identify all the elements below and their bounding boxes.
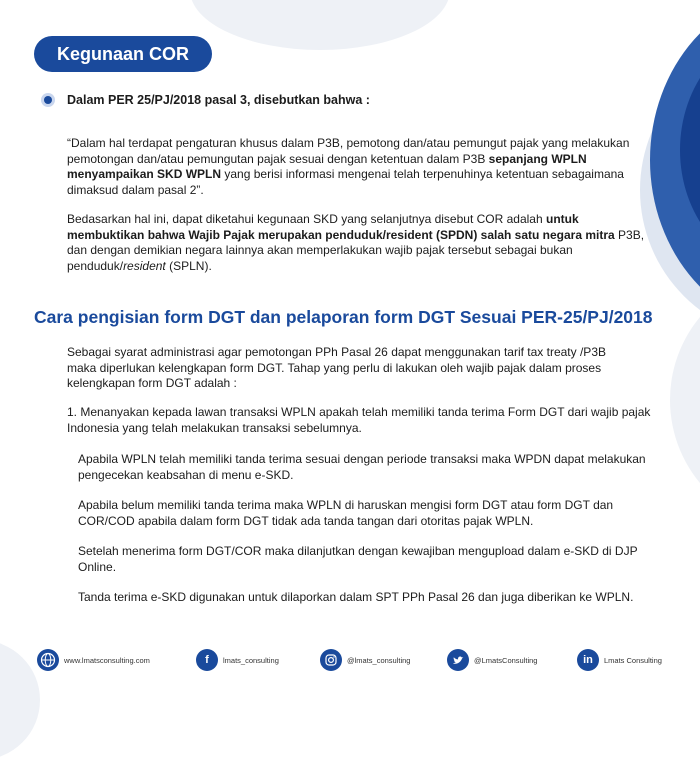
footer-instagram[interactable] [320, 643, 410, 677]
section-heading: Cara pengisian form DGT dan pelaporan form DGT Sesuai PER-25/PJ/2018 [34, 307, 653, 327]
explanation-text-italic: resident [123, 258, 166, 273]
sub-paragraph-2: Apabila belum memiliki tanda terima maka WPLN di haruskan mengisi form DGT atau form DGT dan COR/COD apabila dalam form DGT tidak ada tanda tangan dari otoritas pajak WPLN. [78, 498, 614, 528]
explanation-text-2: P3B, dan dengan demikian negara lainnya akan memperlakukan wajib pajak tersebut sebagai bukan penduduk/ [67, 227, 645, 273]
twitter-icon [447, 649, 469, 671]
quote-text-1: “Dalam hal terdapat pengaturan khusus dalam P3B, pemotong dan/atau pemungut pajak yang melakukan pemotongan dan/atau pemungutan pajak sesuai dengan ketentuan dalam P3B [67, 136, 630, 166]
footer-website[interactable] [37, 643, 150, 677]
quote-text-bold: sepanjang WPLN menyampaikan SKD WPLN [67, 151, 587, 181]
section-intro: Sebagai syarat administrasi agar pemotongan PPh Pasal 26 dapat menggunakan tarif tax treaty /P3B maka diperlukan kelengkapan form DGT. Tahap yang perlu di lakukan oleh wajib pajak dalam proses kelengkapan form DGT adalah : [67, 345, 606, 390]
instagram-icon [320, 649, 342, 671]
explanation-text-bold: untuk membuktikan bahwa Wajib Pajak merupakan penduduk/resident (SPDN) salah satu negara mitra [67, 212, 615, 242]
intro-text: Dalam PER 25/PJ/2018 pasal 3, disebutkan bahwa : [67, 93, 370, 107]
footer [0, 643, 700, 677]
explanation-text-1: Bedasarkan hal ini, dapat diketahui kegunaan SKD yang selanjutnya disebut COR adalah [67, 212, 546, 226]
explanation-paragraph [67, 212, 647, 274]
footer-twitter[interactable] [447, 643, 537, 677]
bullet-icon [44, 96, 52, 104]
list-item-step-1: 1. Menanyakan kepada lawan transaksi WPLN apakah telah memiliki tanda terima Form DGT dari wajib pajak Indonesia yang telah melakukan transaksi sebelumnya. [67, 405, 651, 435]
quote-paragraph [67, 136, 647, 198]
linkedin-icon: in [577, 649, 599, 671]
explanation-text-3: (SPLN). [165, 258, 212, 273]
website-link[interactable]: www.lmatsconsulting.com [64, 655, 150, 665]
facebook-icon: f [196, 649, 218, 671]
facebook-handle[interactable]: lmats_consulting [223, 655, 279, 665]
decor-circle-right [670, 270, 700, 530]
twitter-handle[interactable]: @LmatsConsulting [474, 655, 538, 665]
quote-text-2: yang berisi informasi mengenai telah terpenuhinya ketentuan sebagaimana dimaksud dalam pasal 2”. [67, 167, 624, 197]
sub-paragraph-4: Tanda terima e-SKD digunakan untuk dilaporkan dalam SPT PPh Pasal 26 dan juga diberikan ke WPLN. [78, 590, 634, 604]
sub-paragraph-3: Setelah menerima form DGT/COR maka dilanjutkan dengan kewajiban mengupload dalam e-SKD di DJP Online. [78, 544, 638, 574]
globe-icon [37, 649, 59, 671]
section-badge: Kegunaan COR [34, 36, 212, 72]
linkedin-handle[interactable]: Lmats Consulting [604, 655, 662, 665]
footer-facebook[interactable] [196, 643, 279, 677]
footer-linkedin[interactable] [577, 643, 662, 677]
decor-circle-top [190, 0, 450, 50]
sub-paragraph-1: Apabila WPLN telah memiliki tanda terima sesuai dengan periode transaksi maka WPDN dapat melakukan pengecekan keabsahan di menu e-SKD. [78, 452, 646, 482]
instagram-handle[interactable]: @lmats_consulting [347, 655, 411, 665]
